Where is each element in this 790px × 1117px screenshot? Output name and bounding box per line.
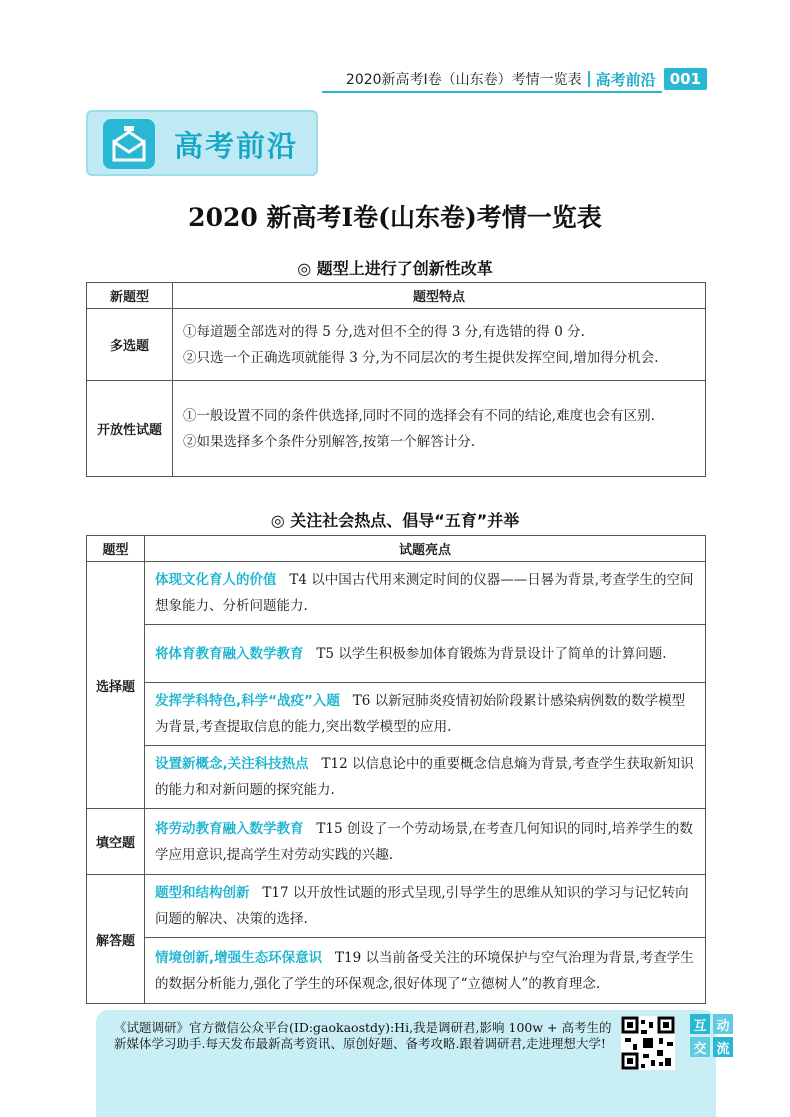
col-header-desc: 题型特点 bbox=[173, 283, 706, 309]
table-row bbox=[87, 875, 706, 938]
page-title: 2020 新高考Ⅰ卷(山东卷)考情一览表 bbox=[188, 203, 602, 232]
item-highlight: 题型和结构创新 bbox=[155, 885, 250, 901]
item-desc bbox=[145, 875, 706, 938]
col-header-desc: 试题亮点 bbox=[145, 536, 706, 562]
section-badge bbox=[86, 110, 318, 176]
interact-char: 互 bbox=[690, 1014, 710, 1034]
item-text: T12 以信息论中的重要概念信息熵为背景,考查学生获取新知识的能力和对新问题的探究能力. bbox=[155, 756, 694, 798]
item-highlight: 体现文化育人的价值 bbox=[155, 572, 277, 588]
item-desc bbox=[145, 625, 706, 683]
group-type: 填空题 bbox=[87, 809, 145, 875]
footer-text: 《试题调研》官方微信公众平台(ID:gaokaostdy):Hi,我是调研君,影响 100w + 高考生的新媒体学习助手.每天发布最新高考资讯、原创好题、备考攻略.跟着调研君,走进理想大学! bbox=[114, 1020, 612, 1051]
table-row bbox=[87, 381, 706, 477]
table-row bbox=[87, 746, 706, 809]
running-section: 高考前沿 bbox=[595, 70, 656, 89]
desc-line: ②如果选择多个条件分别解答,按第一个解答计分. bbox=[183, 433, 476, 450]
item-text: T4 以中国古代用来测定时间的仪器——日晷为背景,考查学生的空间想象能力、分析问题能力. bbox=[155, 572, 694, 614]
item-highlight: 将劳动教育融入数学教育 bbox=[155, 820, 304, 837]
row-type: 多选题 bbox=[87, 309, 173, 381]
page-number: 001 bbox=[664, 68, 707, 90]
desc-line: ②只选一个正确选项就能得 3 分,为不同层次的考生提供发挥空间,增加得分机会. bbox=[183, 349, 659, 366]
interact-badge bbox=[690, 1014, 736, 1060]
footer-banner bbox=[96, 1010, 730, 1117]
item-text: T17 以开放性试题的形式呈现,引导学生的思维从知识的学习与记忆转向问题的解决、决策的选择. bbox=[155, 885, 689, 927]
table-row bbox=[87, 562, 706, 625]
item-highlight: 将体育教育融入数学教育 bbox=[155, 645, 304, 662]
col-header-type: 题型 bbox=[87, 536, 145, 562]
badge-label: 高考前沿 bbox=[174, 129, 299, 163]
row-type: 开放性试题 bbox=[87, 381, 173, 477]
envelope-cap-icon bbox=[102, 118, 156, 170]
group-type: 选择题 bbox=[87, 562, 145, 809]
table-header-row bbox=[87, 536, 706, 562]
desc-line: ①一般设置不同的条件供选择,同时不同的选择会有不同的结论,难度也会有区别. bbox=[183, 407, 655, 424]
running-title: 2020新高考Ⅰ卷（山东卷）考情一览表 bbox=[345, 72, 582, 88]
qr-code-icon[interactable] bbox=[621, 1016, 675, 1070]
group-type: 解答题 bbox=[87, 875, 145, 1004]
table-row bbox=[87, 309, 706, 381]
item-desc bbox=[145, 562, 706, 625]
table-row bbox=[87, 625, 706, 683]
section2-heading: ◎ 关注社会热点、倡导“五育”并举 bbox=[270, 511, 520, 530]
item-highlight: 设置新概念,关注科技热点 bbox=[155, 756, 309, 772]
item-text: T15 创设了一个劳动场景,在考查几何知识的同时,培养学生的数学应用意识,提高学生对劳动实践的兴趣. bbox=[155, 820, 693, 863]
item-desc bbox=[145, 809, 706, 875]
desc-line: ①每道题全部选对的得 5 分,选对但不全的得 3 分,有选错的得 0 分. bbox=[183, 323, 585, 340]
row-desc bbox=[173, 381, 706, 477]
table-header-row bbox=[87, 283, 706, 309]
item-desc bbox=[145, 683, 706, 746]
section1-heading: ◎ 题型上进行了创新性改革 bbox=[297, 259, 493, 278]
item-text: T19 以当前备受关注的环境保护与空气治理为背景,考查学生的数据分析能力,强化了学生的环保观念,很好体现了“立德树人”的教育理念. bbox=[155, 949, 694, 992]
table-row bbox=[87, 683, 706, 746]
running-header bbox=[322, 66, 707, 92]
header-rule bbox=[322, 91, 662, 93]
item-desc bbox=[145, 938, 706, 1004]
row-desc bbox=[173, 309, 706, 381]
interact-char: 动 bbox=[713, 1014, 733, 1034]
interact-char: 交 bbox=[690, 1037, 710, 1057]
highlights-table bbox=[86, 535, 706, 1004]
item-desc bbox=[145, 746, 706, 809]
table-row bbox=[87, 938, 706, 1004]
table-row bbox=[87, 809, 706, 875]
header-separator bbox=[588, 71, 590, 87]
item-highlight: 情境创新,增强生态环保意识 bbox=[155, 949, 323, 966]
item-highlight: 发挥学科特色,科学“战疫”入题 bbox=[155, 693, 340, 709]
interact-char: 流 bbox=[713, 1037, 733, 1057]
new-question-types-table bbox=[86, 282, 706, 477]
item-text: T6 以新冠肺炎疫情初始阶段累计感染病例数的数学模型为背景,考查提取信息的能力,突出数学模型的应用. bbox=[155, 693, 686, 735]
item-text: T5 以学生积极参加体育锻炼为背景设计了简单的计算问题. bbox=[316, 645, 667, 662]
col-header-type: 新题型 bbox=[87, 283, 173, 309]
